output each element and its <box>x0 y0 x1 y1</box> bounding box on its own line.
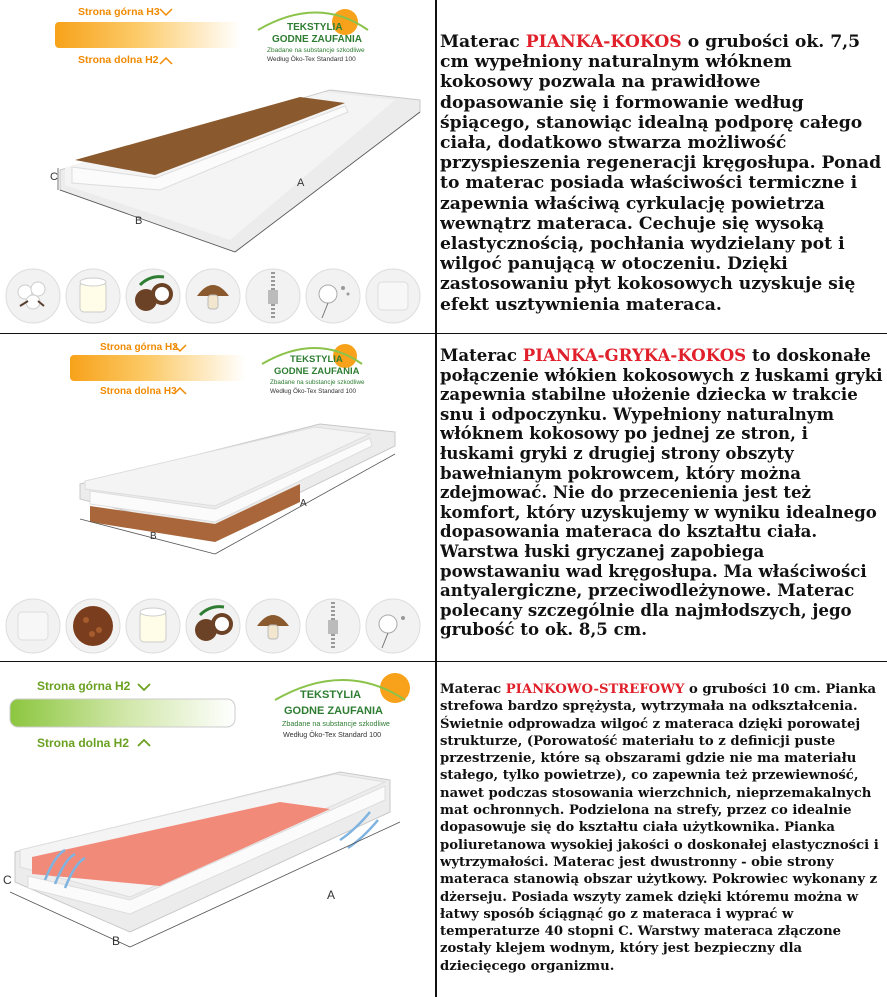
product-row-piankowo-strefowy <box>0 661 887 997</box>
top-side-label: Strona górna H3 <box>78 6 160 18</box>
product-image-piankowo-strefowy <box>0 662 435 997</box>
product-name: PIANKOWO-STREFOWY <box>505 682 685 697</box>
buckwheat-icon <box>66 599 120 653</box>
bottom-side-label: Strona dolna H2 <box>78 54 159 66</box>
mattress-illustration <box>80 424 395 554</box>
mushroom-icon <box>186 269 240 323</box>
arrow-up-icon <box>160 58 172 64</box>
cotton-icon <box>6 269 60 323</box>
arrow-down-icon <box>160 9 172 15</box>
badge-standard: Według Öko-Tex Standard 100 <box>283 730 382 739</box>
badge-title: TEKSTYLIA <box>290 354 343 365</box>
badge-title: TEKSTYLIA <box>287 22 343 33</box>
product-name: PIANKA-KOKOS <box>525 32 682 52</box>
arrow-up-icon <box>138 740 150 746</box>
oeko-tex-badge <box>262 344 365 395</box>
badge-note: Zbadane na substancje szkodliwe <box>282 719 390 728</box>
bottom-side-label: Strona dolna H3 <box>100 386 177 397</box>
zipper-icon <box>246 269 300 323</box>
desc-prefix: Materac <box>440 682 506 697</box>
dandelion-icon <box>366 599 420 653</box>
product-row-pianka-gryka-kokos <box>0 333 887 661</box>
product-description-cell <box>440 334 885 661</box>
dimension-b-label: B <box>150 531 157 542</box>
badge-subtitle: GODNE ZAUFANIA <box>284 705 383 717</box>
product-description-pianka-kokos <box>440 32 885 315</box>
desc-prefix: Materac <box>440 32 526 52</box>
product-description-cell <box>440 662 885 997</box>
badge-note: Zbadane na substancje szkodliwe <box>267 47 365 54</box>
antiallergic-icon <box>6 599 60 653</box>
dimension-b-label: B <box>112 934 121 948</box>
dandelion-icon <box>306 269 360 323</box>
hardness-bar <box>55 22 240 48</box>
arrow-down-icon <box>138 684 150 690</box>
dimension-b-label: B <box>135 215 143 227</box>
dimension-c-label: C <box>3 873 12 887</box>
desc-body: o grubości 10 cm. Pianka strefowa bardzo sprężysta, wytrzymała na odkształcenia. Świetnie odprowadza wilgoć z materaca dzięki porowatej strukturze, (Porowatość materiału to z definicji puste przestrzenie, które są obszarami gdzie nie ma materiału stałego, tylko powietrze), co zapewnia też przewiewność, nawet podczas stosowania wierzchnich, nieprzemakalnych mat ochronnych. Podzielona na strefy, przez co idealnie dopasowuje się do kształtu ciała użytkownika. Pianka poliuretanowa wysokiej jakości o doskonałej elastyczności i wytrzymałości. Materac jest dwustronny - obie strony materaca stanowią obszar użytkowy. Pokrowiec wykonany z dżerseju. Posiada wszyty zamek dzięki któremu można w łatwy sposób ściągnąć go z materaca i wyprać w temperaturze 40 stopni C. Warstwy materaca złączone zostały klejem wodnym, który jest bezpieczny dla dziecięcego organizmu. <box>440 682 879 974</box>
dimension-a-label: A <box>297 177 305 189</box>
mushroom-icon <box>246 599 300 653</box>
product-row-pianka-kokos <box>0 0 887 333</box>
dimension-c-label: C <box>50 171 58 183</box>
desc-body: to doskonałe połączenie włókien kokosowych z łuskami gryki zapewnia stabilne ułożenie dziecka w trakcie snu i odpoczynku. Wypełniony naturalnym włóknem kokosowy po jednej ze stron, i łuskami gryki z drugiej strony obszyty bawełnianym pokrowcem, który można zdejmować. Nie do przecenienia jest też komfort, który uzyskujemy w wyniku idealnego dopasowania materaca do kształtu ciała. Warstwa łuski gryczanej zapobiega powstawaniu wad kręgosłupa. Ma właściwości antyalergiczne, przeciwodleżynowe. Materac polecany szczególnie dla najmłodszych, jego grubość to ok. 8,5 cm. <box>440 345 883 640</box>
badge-subtitle: GODNE ZAUFANIA <box>272 34 362 45</box>
product-name: PIANKA-GRYKA-KOKOS <box>522 345 747 365</box>
badge-subtitle: GODNE ZAUFANIA <box>274 366 360 377</box>
bottom-side-label: Strona dolna H2 <box>37 736 130 750</box>
coconut-icon <box>186 599 240 653</box>
desc-body: o grubości ok. 7,5 cm wypełniony naturalnym włóknem kokosowy pozwala na prawidłowe dopasowanie się i formowanie według śpiącego, stanowiąc idealną podporę całego ciała, dodatkowo stwarza możliwość przyspieszenia regeneracji kręgosłupa. Ponad to materac posiada właściwości termiczne i zapewnia właściwą cyrkulację powietrza wewnątrz materaca. Cechuje się wysoką elastycznością, pochłania wydzielany pot i wilgoć panującą w otoczeniu. Dzięki zastosowaniu płyt kokosowych uzyskuje się efekt usztywnienia materaca. <box>440 32 882 315</box>
dimension-a-label: A <box>327 888 336 902</box>
top-side-label: Strona górna H2 <box>37 679 131 693</box>
desc-prefix: Materac <box>440 345 523 365</box>
badge-title: TEKSTYLIA <box>300 689 362 701</box>
oeko-tex-badge <box>275 673 410 739</box>
mattress-illustration <box>50 90 420 252</box>
product-image-pianka-gryka-kokos <box>0 334 435 661</box>
hardness-bar <box>70 355 245 381</box>
product-description-piankowo-strefowy <box>440 681 885 975</box>
badge-note: Zbadane na substancje szkodliwe <box>270 379 365 386</box>
product-image-pianka-kokos <box>0 0 435 333</box>
product-description-pianka-gryka-kokos <box>440 346 885 640</box>
badge-standard: Według Öko-Tex Standard 100 <box>270 388 356 395</box>
hardness-bar <box>10 699 235 727</box>
feature-icons-row <box>6 599 420 653</box>
foam-roll-icon <box>126 599 180 653</box>
mattress-illustration <box>3 772 400 948</box>
foam-roll-icon <box>66 269 120 323</box>
zipper-icon <box>306 599 360 653</box>
antiallergic-icon <box>366 269 420 323</box>
feature-icons-row <box>6 269 420 323</box>
column-divider <box>435 0 437 997</box>
badge-standard: Według Öko-Tex Standard 100 <box>267 56 356 63</box>
product-description-cell <box>440 0 885 333</box>
top-side-label: Strona górna H2 <box>100 342 178 353</box>
dimension-a-label: A <box>300 498 307 509</box>
oeko-tex-badge <box>258 9 368 63</box>
coconut-icon <box>126 269 180 323</box>
